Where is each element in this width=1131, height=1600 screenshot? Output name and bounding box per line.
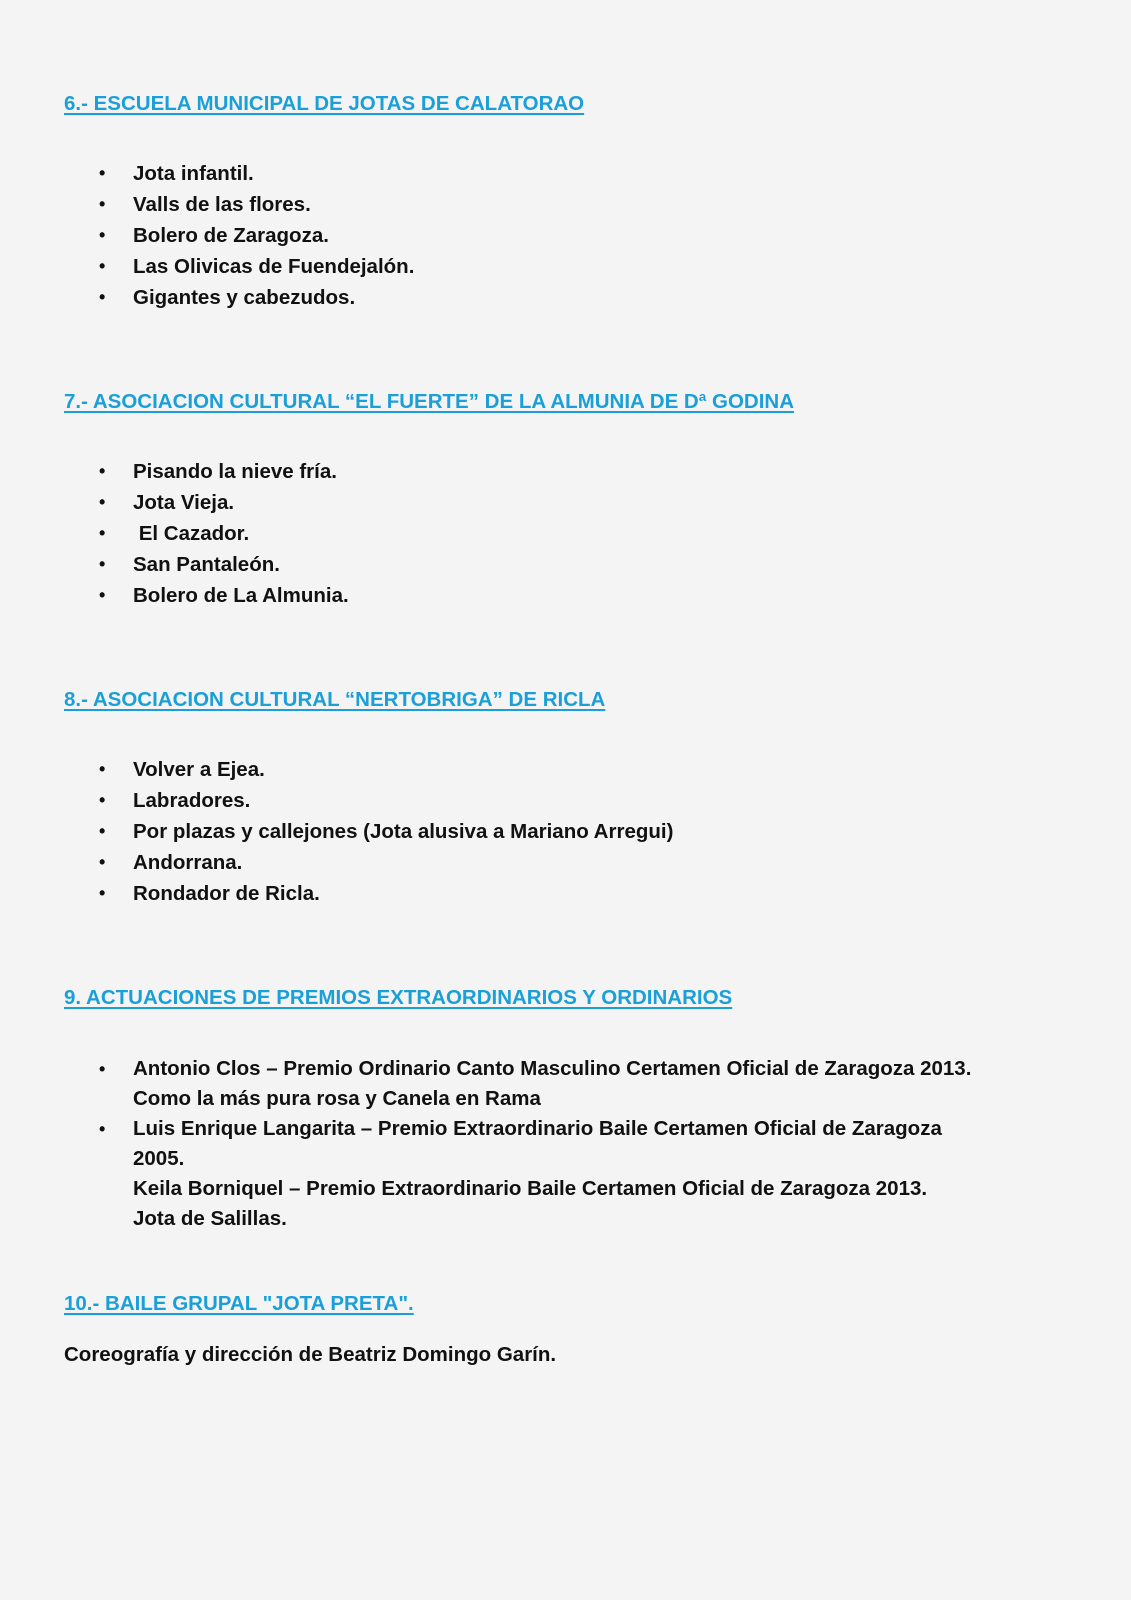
list-item: • Bolero de La Almunia. (0, 580, 349, 611)
section-7-heading: 7.- ASOCIACION CULTURAL “EL FUERTE” DE LA ALMUNIA DE Dª GODINA (64, 390, 795, 413)
bullet-icon: • (99, 225, 106, 245)
section-10-heading: 10.- BAILE GRUPAL "JOTA PRETA". (64, 1292, 414, 1315)
section-10-text: Coreografía y dirección de Beatriz Domingo Garín. (64, 1343, 557, 1366)
section-9-list (0, 1054, 971, 1234)
list-item: • Pisando la nieve fría. (0, 456, 349, 487)
bullet-icon: • (99, 759, 106, 779)
bullet-icon: • (99, 287, 106, 307)
list-item: • Labradores. (0, 785, 673, 816)
section-9-heading: 9. ACTUACIONES DE PREMIOS EXTRAORDINARIOS Y ORDINARIOS (64, 986, 733, 1009)
bullet-icon: • (99, 492, 106, 512)
award-line: Antonio Clos – Premio Ordinario Canto Masculino Certamen Oficial de Zaragoza 2013. (133, 1057, 972, 1080)
bullet-icon: • (99, 821, 106, 841)
section-7-list (0, 456, 349, 611)
list-item: • Jota infantil. (0, 158, 414, 189)
list-item: • Valls de las flores. (0, 189, 414, 220)
bullet-icon: • (99, 1059, 106, 1079)
list-item: • El Cazador. (0, 518, 349, 549)
bullet-icon: • (99, 790, 106, 810)
list-item: • Rondador de Ricla. (0, 878, 673, 909)
list-item: • Por plazas y callejones (Jota alusiva a Mariano Arregui) (0, 816, 673, 847)
bullet-icon: • (99, 554, 106, 574)
section-6-heading: 6.- ESCUELA MUNICIPAL DE JOTAS DE CALATORAO (64, 92, 585, 115)
award-line: Keila Borniquel – Premio Extraordinario Baile Certamen Oficial de Zaragoza 2013. (133, 1177, 928, 1200)
bullet-icon: • (99, 194, 106, 214)
bullet-icon: • (99, 585, 106, 605)
bullet-icon: • (99, 523, 106, 543)
list-item (0, 1114, 971, 1234)
bullet-icon: • (99, 461, 106, 481)
list-item: • Gigantes y cabezudos. (0, 282, 414, 313)
bullet-icon: • (99, 1119, 106, 1139)
bullet-icon: • (99, 883, 106, 903)
list-item: • Bolero de Zaragoza. (0, 220, 414, 251)
award-line: 2005. (133, 1147, 185, 1170)
section-6-list (0, 158, 414, 313)
bullet-icon: • (99, 256, 106, 276)
list-item: • Jota Vieja. (0, 487, 349, 518)
section-8-heading: 8.- ASOCIACION CULTURAL “NERTOBRIGA” DE RICLA (64, 688, 606, 711)
bullet-icon: • (99, 852, 106, 872)
list-item (0, 1054, 971, 1114)
award-line: Como la más pura rosa y Canela en Rama (133, 1087, 541, 1110)
award-line: Jota de Salillas. (133, 1207, 287, 1230)
award-line: Luis Enrique Langarita – Premio Extraordinario Baile Certamen Oficial de Zaragoza (133, 1117, 942, 1140)
bullet-icon: • (99, 163, 106, 183)
list-item: • Las Olivicas de Fuendejalón. (0, 251, 414, 282)
list-item: • San Pantaleón. (0, 549, 349, 580)
list-item: • Volver a Ejea. (0, 754, 673, 785)
section-8-list (0, 754, 673, 909)
list-item: • Andorrana. (0, 847, 673, 878)
